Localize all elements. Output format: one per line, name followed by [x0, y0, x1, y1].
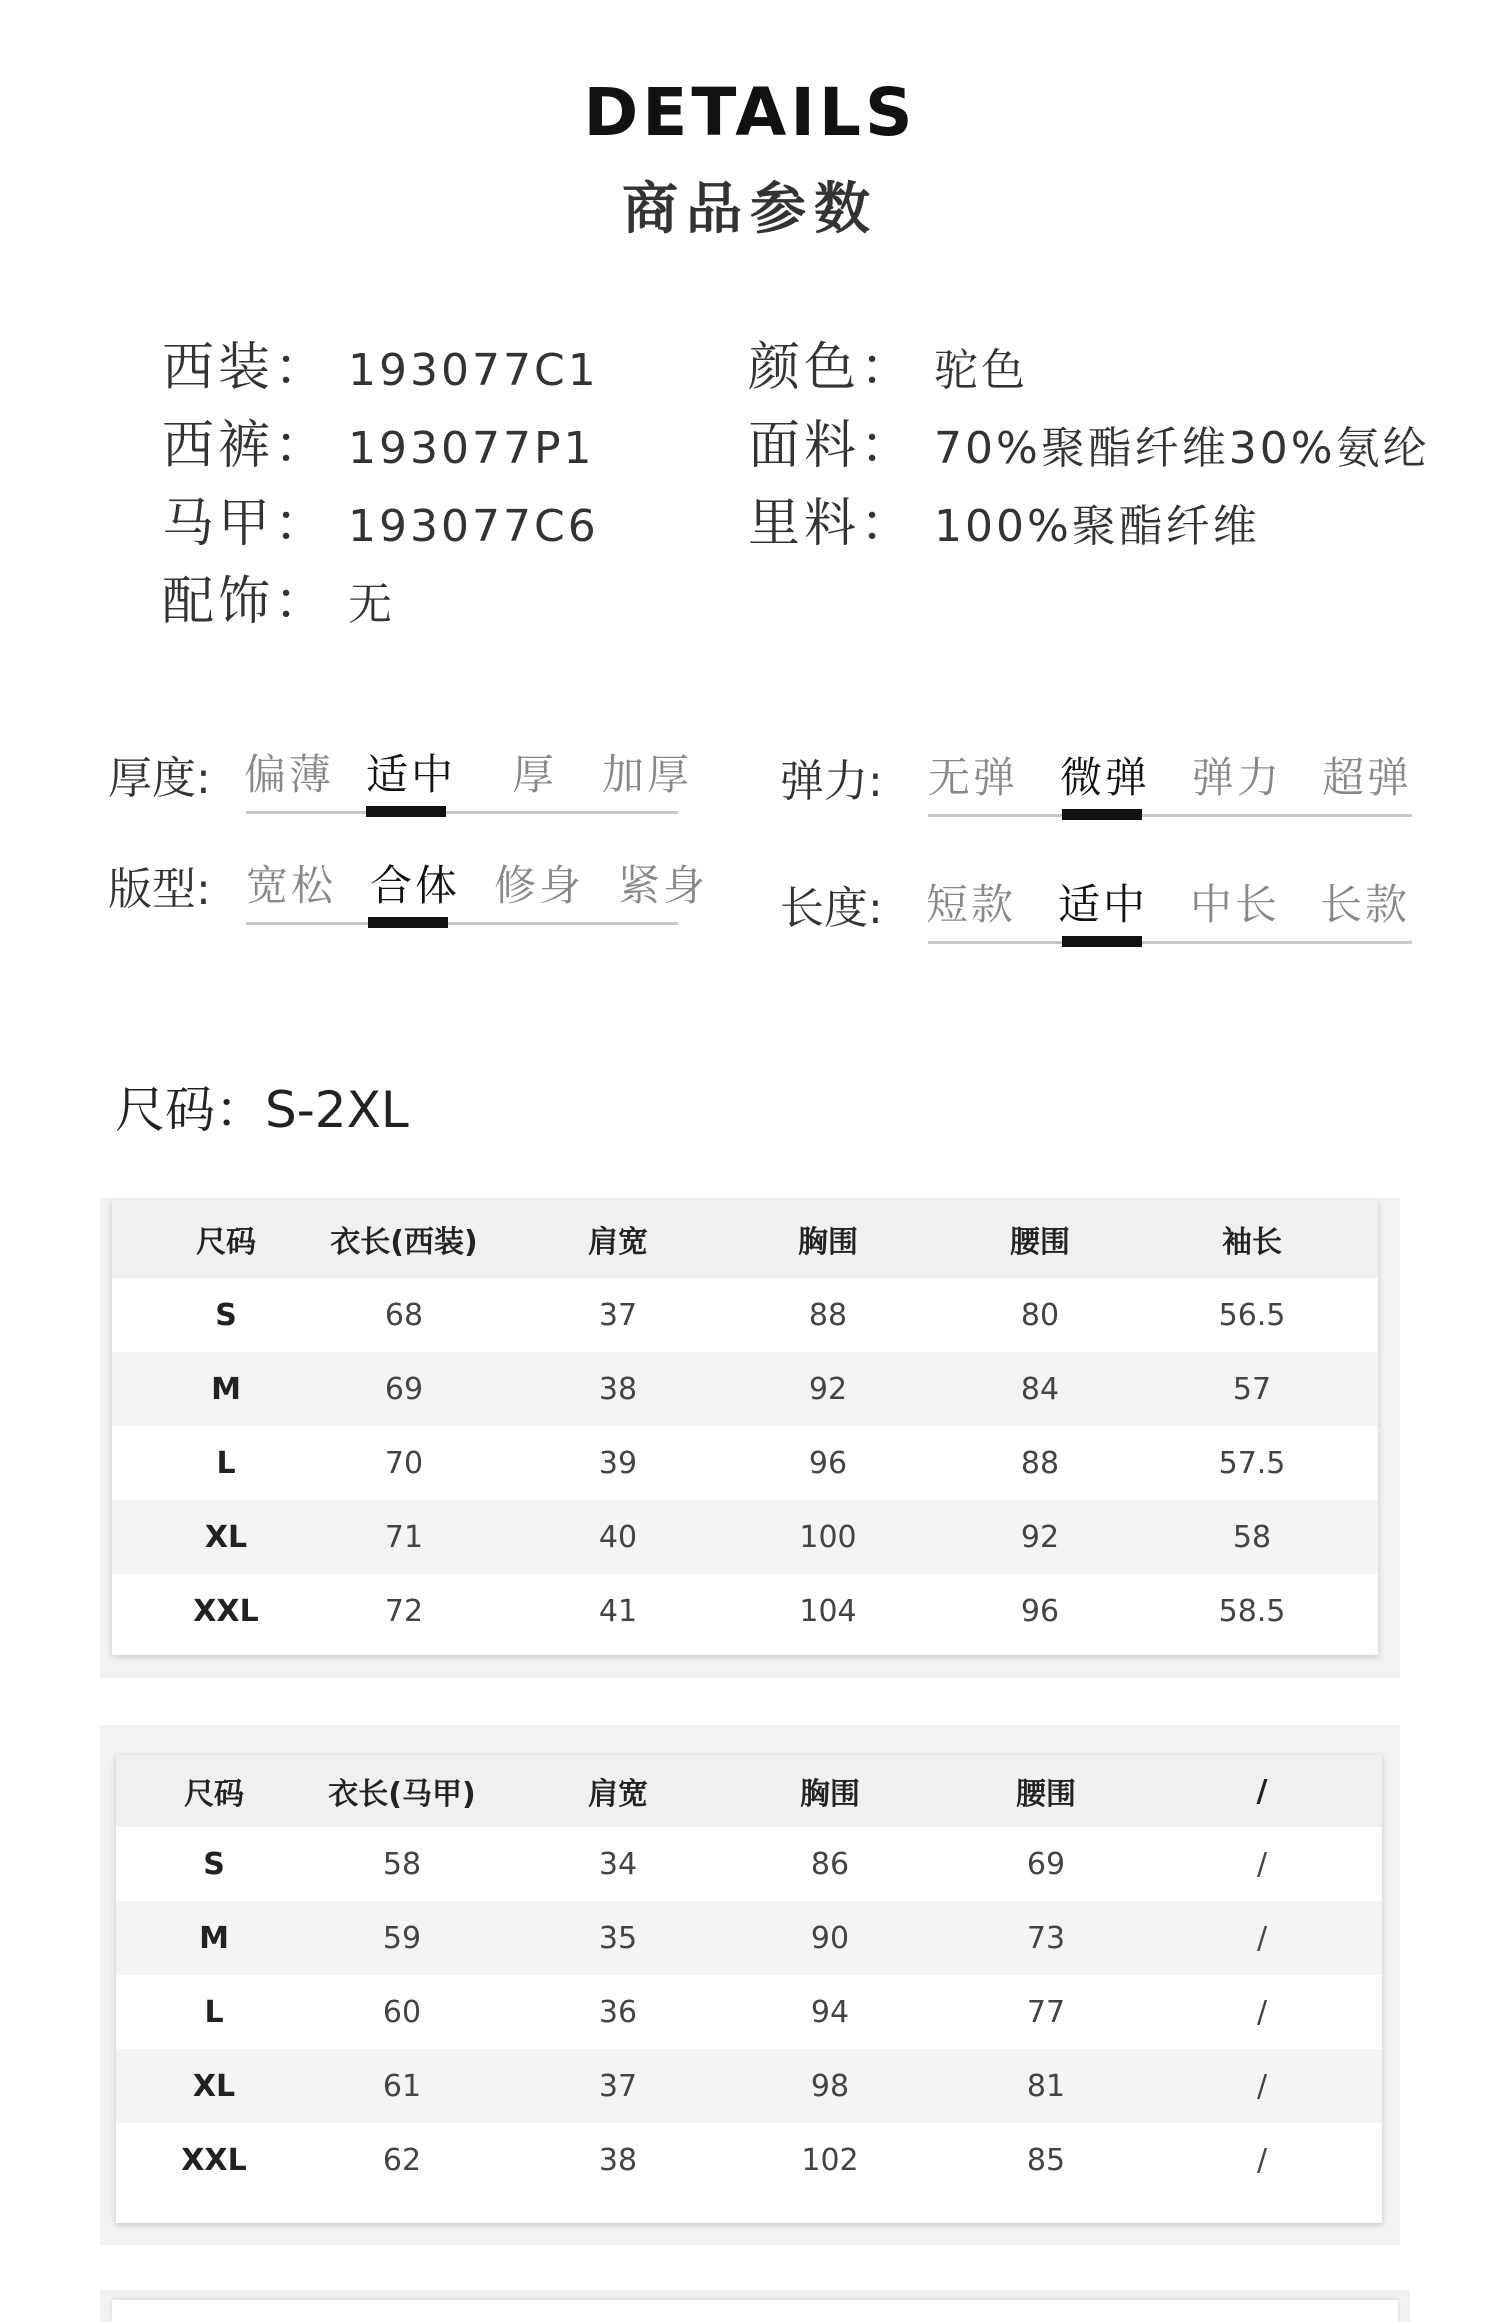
table-header-cell: 肩宽: [588, 1777, 648, 1812]
attr-scale-line: [246, 811, 678, 814]
next-table-partial: [100, 2290, 1410, 2322]
table-cell: 104: [799, 1593, 857, 1629]
table-cell: 98: [810, 2068, 850, 2104]
size-table-vest-container: [100, 1725, 1400, 2245]
attr-option-selected: 适中: [1058, 880, 1149, 929]
table-cell: 86: [810, 1846, 850, 1882]
size-table-suit-container: [100, 1198, 1400, 1678]
attr-option: 修身: [494, 861, 585, 910]
table-cell: 85: [1026, 2142, 1066, 2178]
table-cell: 59: [382, 1920, 422, 1956]
info-key: 配饰：: [162, 572, 331, 632]
table-cell: 37: [598, 2068, 638, 2104]
table-header-cell: 衣长(马甲): [328, 1777, 476, 1812]
table-header-cell: 胸围: [798, 1225, 858, 1260]
table-cell: 90: [810, 1920, 850, 1956]
attr-option: 加厚: [602, 750, 693, 799]
table-cell: XXL: [193, 1593, 259, 1629]
table-cell: 77: [1026, 1994, 1066, 2030]
table-cell: /: [1256, 1994, 1268, 2030]
table-header-cell: 袖长: [1222, 1225, 1282, 1260]
table-cell: 80: [1020, 1297, 1060, 1333]
table-row: [116, 1901, 1382, 1975]
table-cell: 60: [382, 1994, 422, 2030]
table-cell: 102: [801, 2142, 859, 2178]
attr-option: 中长: [1190, 880, 1281, 929]
attr-option-selected: 微弹: [1060, 753, 1151, 802]
table-cell: 38: [598, 1371, 638, 1407]
table-cell: 58.5: [1218, 1593, 1286, 1629]
table-header-row: [112, 1200, 1378, 1278]
table-cell: /: [1256, 1846, 1268, 1882]
attr-elasticity: [780, 745, 1420, 835]
attr-thickness: [108, 742, 708, 832]
table-cell: XL: [192, 2068, 236, 2104]
table-cell: 35: [598, 1920, 638, 1956]
attr-label: 弹力:: [780, 756, 883, 807]
info-fabric: [748, 403, 1430, 478]
attr-option: 长款: [1320, 880, 1411, 929]
table-cell: XL: [204, 1519, 248, 1555]
table-cell: /: [1256, 2068, 1268, 2104]
info-key: 里料：: [748, 494, 917, 554]
table-cell: S: [215, 1297, 237, 1333]
info-lining: [748, 481, 1260, 556]
info-value: 驼色: [934, 345, 1029, 396]
table-cell: 58: [382, 1846, 422, 1882]
table-row: [116, 2123, 1382, 2197]
table-cell: 81: [1026, 2068, 1066, 2104]
info-color: [748, 325, 1028, 400]
table-row: [112, 1352, 1378, 1426]
table-cell: 70: [384, 1445, 424, 1481]
attr-option: 无弹: [928, 753, 1019, 802]
info-key: 西装：: [162, 338, 331, 398]
attr-option-selected: 适中: [366, 750, 457, 799]
table-cell: 72: [384, 1593, 424, 1629]
attr-selected-marker: [368, 917, 448, 928]
table-cell: 61: [382, 2068, 422, 2104]
table-cell: L: [216, 1445, 236, 1481]
table-row: [116, 1975, 1382, 2049]
table-header-cell: /: [1256, 1773, 1268, 1809]
table-cell: 58: [1232, 1519, 1272, 1555]
attr-label: 长度:: [780, 883, 883, 934]
table-cell: 88: [1020, 1445, 1060, 1481]
info-key: 马甲：: [162, 494, 331, 554]
table-cell: M: [211, 1371, 241, 1407]
attr-option: 短款: [926, 880, 1017, 929]
info-value: 100%聚酯纤维: [934, 501, 1260, 552]
table-cell: 88: [808, 1297, 848, 1333]
table-cell: 39: [598, 1445, 638, 1481]
table-header-cell: 胸围: [800, 1777, 860, 1812]
attr-length: [780, 872, 1420, 962]
table-header-row: [116, 1755, 1382, 1827]
table-cell: 57: [1232, 1371, 1272, 1407]
table-cell: 37: [598, 1297, 638, 1333]
table-header-cell: 肩宽: [588, 1225, 648, 1260]
table-cell: /: [1256, 2142, 1268, 2178]
attr-scale-line: [928, 814, 1412, 817]
attr-selected-marker: [366, 806, 446, 817]
table-header-cell: 尺码: [196, 1225, 256, 1260]
table-cell: 92: [808, 1371, 848, 1407]
attr-label: 厚度:: [108, 753, 211, 804]
table-cell: 71: [384, 1519, 424, 1555]
table-row: [112, 1500, 1378, 1574]
table-header-cell: 衣长(西装): [330, 1225, 478, 1260]
size-table-suit: [112, 1200, 1378, 1655]
table-cell: 73: [1026, 1920, 1066, 1956]
info-key: 颜色：: [748, 338, 917, 398]
info-key: 西裤：: [162, 416, 331, 476]
table-cell: 38: [598, 2142, 638, 2178]
table-header-cell: 尺码: [184, 1777, 244, 1812]
table-cell: 56.5: [1218, 1297, 1286, 1333]
table-cell: 34: [598, 1846, 638, 1882]
table-cell: 40: [598, 1519, 638, 1555]
table-cell: 62: [382, 2142, 422, 2178]
table-cell: 36: [598, 1994, 638, 2030]
table-row: [112, 1574, 1378, 1648]
table-cell: 41: [598, 1593, 638, 1629]
attr-option: 厚: [512, 750, 558, 799]
table-cell: 68: [384, 1297, 424, 1333]
table-cell: 92: [1020, 1519, 1060, 1555]
table-cell: 96: [1020, 1593, 1060, 1629]
table-cell: M: [199, 1920, 229, 1956]
info-trousers: [162, 403, 595, 478]
info-value: 无: [348, 579, 396, 630]
attr-scale-line: [928, 941, 1412, 944]
attr-option: 弹力: [1192, 753, 1283, 802]
table-row: [116, 2049, 1382, 2123]
attr-selected-marker: [1062, 809, 1142, 820]
info-value: 193077C6: [348, 501, 599, 552]
page-title-cn: 商品参数: [622, 177, 878, 242]
page-title-en: DETAILS: [583, 74, 917, 151]
attr-selected-marker: [1062, 936, 1142, 947]
table-header-cell: 腰围: [1010, 1225, 1070, 1260]
table-cell: 69: [1026, 1846, 1066, 1882]
table-cell: 84: [1020, 1371, 1060, 1407]
info-vest: [162, 481, 599, 556]
attr-option: 超弹: [1322, 753, 1413, 802]
info-suit: [162, 325, 599, 400]
table-cell: 69: [384, 1371, 424, 1407]
attr-fit: [108, 853, 708, 943]
info-value: 193077C1: [348, 345, 599, 396]
table-row: [112, 1278, 1378, 1352]
table-cell: 96: [808, 1445, 848, 1481]
table-cell: 57.5: [1218, 1445, 1286, 1481]
attr-option: 紧身: [618, 861, 709, 910]
table-cell: /: [1256, 1920, 1268, 1956]
table-cell: L: [204, 1994, 224, 2030]
table-cell: XXL: [181, 2142, 247, 2178]
table-cell: 100: [799, 1519, 857, 1555]
attr-scale-line: [246, 922, 678, 925]
table-row: [112, 1426, 1378, 1500]
attr-option-selected: 合体: [370, 861, 461, 910]
info-value: 70%聚酯纤维30%氨纶: [934, 423, 1430, 474]
attr-label: 版型:: [108, 864, 211, 915]
size-range-title: 尺码：S-2XL: [115, 1081, 409, 1139]
attr-option: 偏薄: [244, 750, 335, 799]
table-row: [116, 1827, 1382, 1901]
table-cell: S: [203, 1846, 225, 1882]
info-key: 面料：: [748, 416, 917, 476]
table-header-cell: 腰围: [1016, 1777, 1076, 1812]
size-table-vest: [116, 1755, 1382, 2223]
info-value: 193077P1: [348, 423, 595, 474]
info-accessory: [162, 559, 395, 634]
attr-option: 宽松: [246, 861, 337, 910]
table-cell: 94: [810, 1994, 850, 2030]
